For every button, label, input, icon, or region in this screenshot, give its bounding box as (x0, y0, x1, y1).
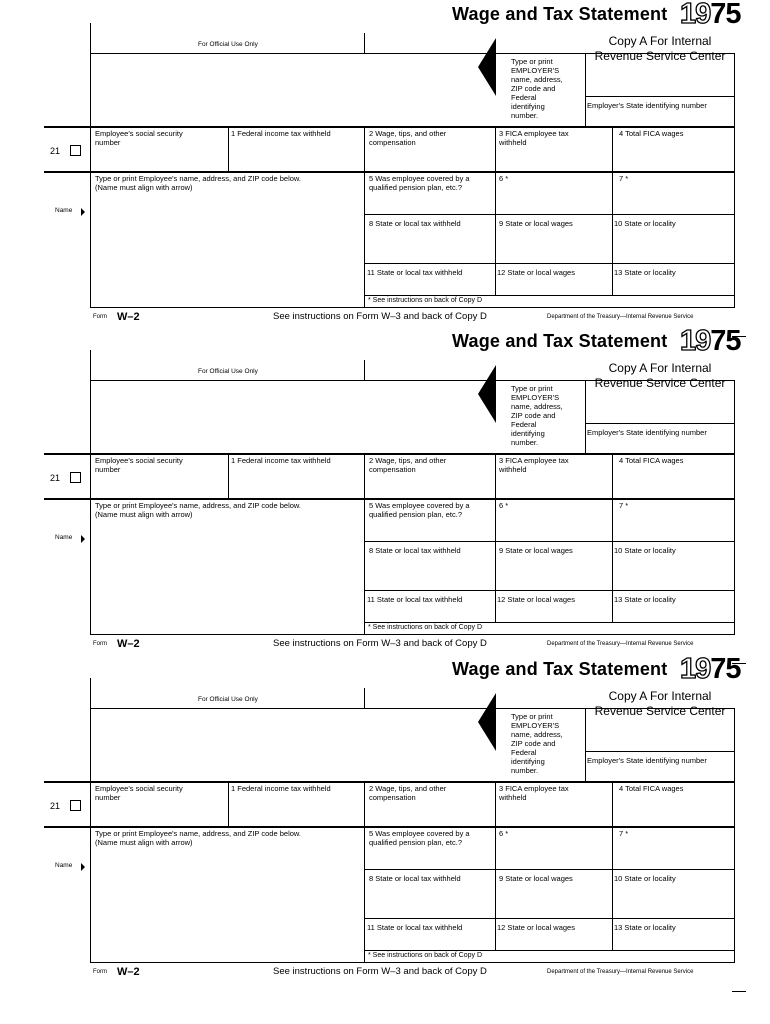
right-grid-divider-b (495, 126, 496, 295)
box-21-number: 21 (50, 801, 61, 811)
state-id-rule (585, 751, 735, 752)
form-title: Wage and Tax Statement (452, 4, 668, 24)
footnote: * See instructions on back of Copy D (368, 624, 483, 631)
row2-top-rule (44, 498, 735, 500)
state-id-rule (585, 96, 735, 97)
state-id-label: Employer's State identifying number (587, 756, 707, 765)
employer-block-right-border (734, 380, 735, 634)
box10-label: 10 State or locality (614, 546, 676, 555)
right-grid-divider-c (612, 453, 613, 622)
employer-arrow-icon (478, 365, 496, 423)
form-year (680, 653, 741, 686)
employer-block-right-border (734, 708, 735, 962)
form-title: Wage and Tax Statement (452, 659, 668, 679)
copy-a-divider (585, 53, 586, 126)
row3-rule (364, 214, 735, 215)
year-suffix: 75 (710, 325, 741, 357)
box13-label: 13 State or locality (614, 595, 676, 604)
year-suffix: 75 (710, 0, 741, 30)
right-grid-divider-b (495, 781, 496, 950)
department-label: Department of the Treasury—Internal Revenue Service (547, 969, 694, 975)
box11-label: 11 State or local tax withheld (367, 595, 463, 604)
box12-label: 12 State or local wages (497, 923, 575, 932)
box2-label: 2 Wage, tips, and other compensation (369, 784, 447, 802)
box13-label: 13 State or locality (614, 268, 676, 277)
box3-label: 3 FICA employee tax withheld (499, 784, 569, 802)
copy-a-divider (585, 380, 586, 453)
box8-label: 8 State or local tax withheld (369, 874, 461, 883)
box-21-checkbox[interactable] (70, 800, 81, 811)
row2-top-rule (44, 171, 735, 173)
box4-label: 4 Total FICA wages (619, 784, 684, 793)
official-use-label: For Official Use Only (198, 41, 258, 48)
left-border (90, 23, 91, 307)
form-bottom-rule (90, 307, 735, 308)
employer-prompt: Type or print EMPLOYER'S name, address, ZIP code and Federal identifying number. (511, 712, 563, 775)
employer-prompt: Type or print EMPLOYER'S name, address, ZIP code and Federal identifying number. (511, 57, 563, 120)
form-year (680, 325, 741, 358)
state-id-label: Employer's State identifying number (587, 101, 707, 110)
box-21-number: 21 (50, 473, 61, 483)
ssn-label: Employee's social security number (95, 456, 183, 474)
box7-label: 7 * (619, 501, 629, 510)
box5-label: 5 Was employee covered by a qualified pension plan, etc.? (369, 174, 470, 192)
employee-name-label: Type or print Employee's name, address, and ZIP code below. (Name must align with arrow) (95, 501, 301, 519)
box4-label: 4 Total FICA wages (619, 129, 684, 138)
box11-label: 11 State or local tax withheld (367, 268, 463, 277)
name-arrow-icon (81, 535, 85, 543)
right-grid-divider-c (612, 781, 613, 950)
row2-top-rule (44, 826, 735, 828)
year-prefix: 19 (680, 325, 711, 357)
form-word: Form (93, 641, 107, 647)
box9-label: 9 State or local wages (499, 874, 573, 883)
official-use-label: For Official Use Only (198, 368, 258, 375)
instructions-note: See instructions on Form W–3 and back of Copy D (273, 966, 487, 977)
name-arrow-icon (81, 863, 85, 871)
row1-divider-a (228, 453, 229, 498)
box-21-checkbox[interactable] (70, 472, 81, 483)
box1-label: 1 Federal income tax withheld (231, 456, 331, 465)
copy-a-label: Copy A For Internal Revenue Service Center (594, 689, 726, 718)
employer-arrow-icon (478, 693, 496, 751)
form-word: Form (93, 314, 107, 320)
name-arrow-icon (81, 208, 85, 216)
official-use-divider (364, 33, 365, 53)
box5-label: 5 Was employee covered by a qualified pension plan, etc.? (369, 501, 470, 519)
department-label: Department of the Treasury—Internal Revenue Service (547, 641, 694, 647)
row1-divider-a (228, 126, 229, 171)
box3-label: 3 FICA employee tax withheld (499, 129, 569, 147)
box13-label: 13 State or locality (614, 923, 676, 932)
right-grid-divider-b (495, 453, 496, 622)
year-prefix: 19 (680, 653, 711, 685)
row3-rule (364, 541, 735, 542)
box8-label: 8 State or local tax withheld (369, 219, 461, 228)
name-marker-label: Name (55, 534, 73, 541)
right-grid-divider-a (364, 453, 365, 634)
row1-top-rule (44, 453, 735, 455)
row3-rule (364, 869, 735, 870)
box8-label: 8 State or local tax withheld (369, 546, 461, 555)
form-number: W–2 (117, 311, 140, 323)
box-21-number: 21 (50, 146, 61, 156)
row4-rule (364, 918, 735, 919)
cut-mark (732, 991, 746, 992)
employer-block-right-border (734, 53, 735, 307)
year-prefix: 19 (680, 0, 711, 30)
box1-label: 1 Federal income tax withheld (231, 784, 331, 793)
box-21-checkbox[interactable] (70, 145, 81, 156)
footnote: * See instructions on back of Copy D (368, 297, 483, 304)
box2-label: 2 Wage, tips, and other compensation (369, 129, 447, 147)
box1-label: 1 Federal income tax withheld (231, 129, 331, 138)
box7-label: 7 * (619, 829, 629, 838)
form-word: Form (93, 969, 107, 975)
name-marker-label: Name (55, 862, 73, 869)
w2-form-copy-1 (0, 0, 770, 323)
copy-a-divider (585, 708, 586, 781)
official-use-divider (364, 360, 365, 380)
official-use-label: For Official Use Only (198, 696, 258, 703)
row1-top-rule (44, 781, 735, 783)
box6-label: 6 * (499, 501, 509, 510)
employer-prompt: Type or print EMPLOYER'S name, address, ZIP code and Federal identifying number. (511, 384, 563, 447)
copy-a-label: Copy A For Internal Revenue Service Center (594, 34, 726, 63)
form-bottom-rule (90, 962, 735, 963)
box10-label: 10 State or locality (614, 219, 676, 228)
department-label: Department of the Treasury—Internal Revenue Service (547, 314, 694, 320)
employee-name-label: Type or print Employee's name, address, and ZIP code below. (Name must align with arrow) (95, 174, 301, 192)
official-use-divider (364, 688, 365, 708)
box9-label: 9 State or local wages (499, 219, 573, 228)
box11-label: 11 State or local tax withheld (367, 923, 463, 932)
box12-label: 12 State or local wages (497, 595, 575, 604)
form-number: W–2 (117, 966, 140, 978)
box10-label: 10 State or locality (614, 874, 676, 883)
row1-divider-a (228, 781, 229, 826)
ssn-label: Employee's social security number (95, 129, 183, 147)
name-marker-label: Name (55, 207, 73, 214)
right-grid-divider-c (612, 126, 613, 295)
footnote: * See instructions on back of Copy D (368, 952, 483, 959)
right-grid-divider-a (364, 781, 365, 962)
state-id-label: Employer's State identifying number (587, 428, 707, 437)
year-suffix: 75 (710, 653, 741, 685)
box5-label: 5 Was employee covered by a qualified pension plan, etc.? (369, 829, 470, 847)
employee-name-label: Type or print Employee's name, address, and ZIP code below. (Name must align with arrow) (95, 829, 301, 847)
box3-label: 3 FICA employee tax withheld (499, 456, 569, 474)
form-year (680, 0, 741, 31)
row4-rule (364, 590, 735, 591)
box7-label: 7 * (619, 174, 629, 183)
row4-rule (364, 263, 735, 264)
box9-label: 9 State or local wages (499, 546, 573, 555)
box6-label: 6 * (499, 174, 509, 183)
left-border (90, 678, 91, 962)
box4-label: 4 Total FICA wages (619, 456, 684, 465)
w2-form-copy-3 (0, 653, 770, 978)
employer-arrow-icon (478, 38, 496, 96)
w2-form-copy-2 (0, 325, 770, 650)
form-number: W–2 (117, 638, 140, 650)
copy-a-label: Copy A For Internal Revenue Service Center (594, 361, 726, 390)
state-id-rule (585, 423, 735, 424)
box12-label: 12 State or local wages (497, 268, 575, 277)
left-border (90, 350, 91, 634)
box6-label: 6 * (499, 829, 509, 838)
form-bottom-rule (90, 634, 735, 635)
row1-top-rule (44, 126, 735, 128)
instructions-note: See instructions on Form W–3 and back of Copy D (273, 311, 487, 322)
right-grid-divider-a (364, 126, 365, 307)
instructions-note: See instructions on Form W–3 and back of Copy D (273, 638, 487, 649)
box2-label: 2 Wage, tips, and other compensation (369, 456, 447, 474)
form-title: Wage and Tax Statement (452, 331, 668, 351)
ssn-label: Employee's social security number (95, 784, 183, 802)
